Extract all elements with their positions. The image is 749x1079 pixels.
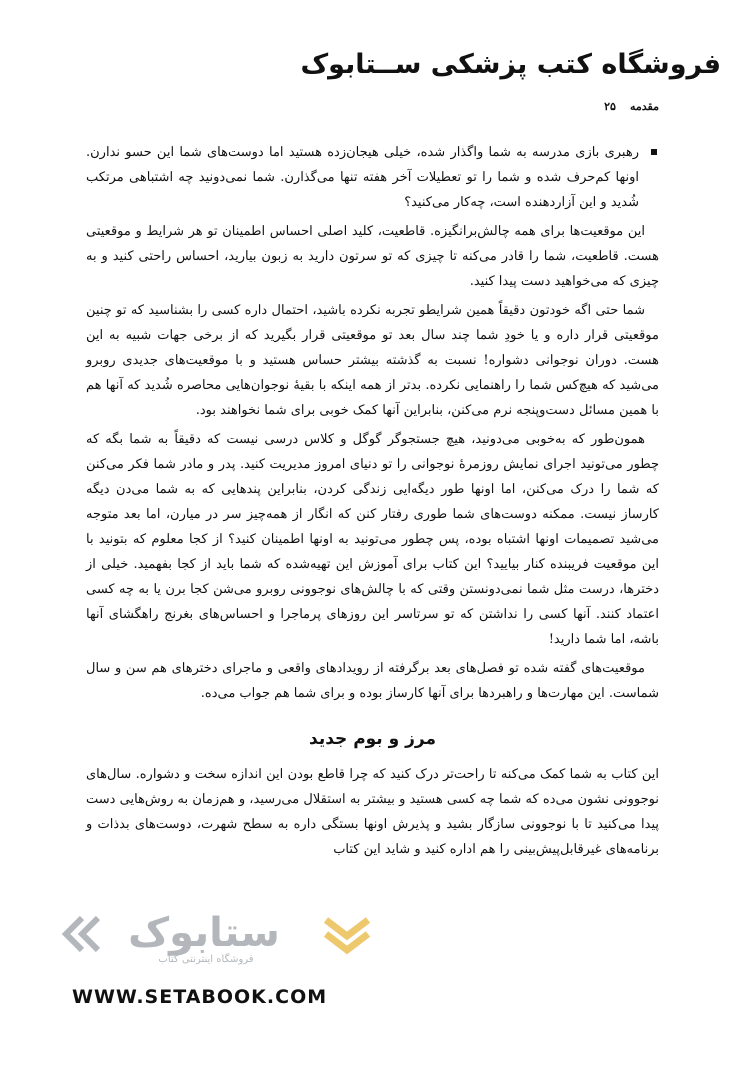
double-chevron-icon [60, 914, 102, 954]
page-number: ۲۵ [604, 100, 616, 113]
store-title: فروشگاه کتب پزشکی ســتابوک [300, 49, 721, 80]
section-paragraph: این کتاب به شما کمک می‌کنه تا راحت‌تر درک کنید که چرا قاطع بودن این اندازه سخت و دشواره. سال‌های نوجوونی نشون می‌ده که شما چه کسی هستید و بیشتر به استقلال می‌رسید، و هم‌زمان به روش‌هایی دست پیدا می‌کنید تا با نوجوونی سازگار بشید و پذیرش اونها بستگی داره به سطح شهرت، دوست‌های بدذات و برنامه‌های غیرقابل‌پیش‌بینی را هم اداره کنید و شاید این کتاب [86, 767, 659, 857]
square-bullet-icon [651, 149, 657, 155]
running-head-section: مقدمه [629, 100, 659, 113]
bullet-paragraph [86, 140, 659, 215]
site-url: WWW.SETABOOK.COM [72, 986, 328, 1008]
body-paragraph-2: شما حتی اگه خودتون دقیقاً همین شرایطو تجربه نکرده باشید، احتمال داره کسی را بشناسید که تو چنین موقعیتی قرار داره و یا خودِ شما چند سال بعد تو موقعیتی قرار بگیرید که از برخی جهات شبیه به این هست. دوران نوجوانی دشواره! نسبت به گذشته بیشتر حساس هستید و با موقعیت‌های جدیدی روبرو می‌شید که هیچ‌کس شما را راهنمایی نکرده. بدتر از همه اینکه با بقیهٔ نوجوان‌هایی محاصره شُدید که آنها هم با همین مسائل دست‌وپنجه نرم می‌کنن، بنابراین آنها کمک خوبی برای شما نخواهند بود. [86, 303, 659, 418]
setabook-watermark [60, 906, 350, 986]
body-paragraph-3: همون‌طور که به‌خوبی می‌دونید، هیچ جستجوگر گوگل و کلاس درسی نیست که دقیقاً به شما بگه که چطور می‌تونید اجرای نمایش روزمرهٔ نوجوانی را تو دنیای امروز مدیریت کنید. پدر و مادر شما فکر می‌کنن که شما را درک می‌کنن، اما اونها طور دیگه‌ایی زندگی کردن، بنابراین پندهایی که به شما می‌دن دیگه کارساز نیست. ممکنه دوست‌های شما طوری رفتار کنن که انگار از همه‌چیز سر در میارن، اما بعد متوجه می‌شید تصمیمات اونها اشتباه بوده، پس چطور می‌تونید به اونها اطمینان کنید؟ از کجا معلوم که بتونید با این موقعیت فریبنده کنار بیایید؟ این کتاب برای آموزش این تهیه‌شده که شما باید از کجا بفهمید. خیلی از دخترها، درست مثل شما نمی‌دونستن وقتی که با چالش‌های نوجوونی روبرو می‌شن کجا برن یا به چه کسی اعتماد کنند. آنها کسی را نداشتن که تو سرتاسر این روزهای پرماجرا و احساس‌های بغرنج راهگشای آنها باشه، اما شما دارید! [86, 432, 659, 647]
body-paragraph-4: موقعیت‌های گفته شده تو فصل‌های بعد برگرفته از رویدادهای واقعی و ماجرای دخترهای هم سن و سال شماست. این مهارت‌ها و راهبردها برای آنها کارساز بوده و برای شما هم جواب می‌ده. [86, 661, 659, 701]
section-heading: مرز و بوم جدید [309, 729, 436, 749]
watermark-subtitle: فروشگاه اینترنتی کتاب [158, 954, 254, 965]
bookmark-ribbon-icon [322, 914, 372, 958]
page-content [86, 140, 659, 866]
body-paragraph-1: این موقعیت‌ها برای همه چالش‌برانگیزه. قاطعیت، کلید اصلی احساس اطمینان تو هر شرایط و موقعیتی هست. قاطعیت، شما را قادر می‌کنه تا چیزی که تو سرتون دارید به زبون بیارید، احساس راحتی کنید و به چیزی که می‌خواهید دست پیدا کنید. [86, 224, 659, 289]
running-head [40, 100, 659, 113]
bullet-paragraph-text: رهبری بازی مدرسه به شما واگذار شده، خیلی هیجان‌زده هستید اما دوست‌های شما این حسو ندارن. اونها کم‌حرف شده و شما را تو تعطیلات آخر هفته تنها می‌گذارن. شما نمی‌دونید چه اشتباهی مرتکب شُدید و این آزاردهنده است، چه‌کار می‌کنید؟ [86, 145, 639, 210]
watermark-logo-text: ستابوک [128, 910, 280, 956]
